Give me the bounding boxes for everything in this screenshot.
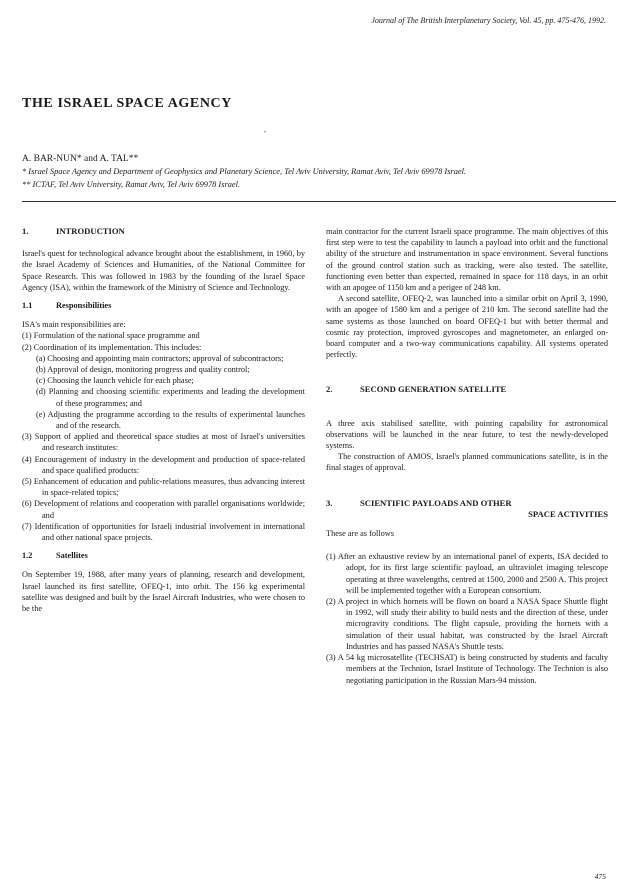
section-heading: 1. INTRODUCTION (22, 226, 125, 236)
paragraph: These are as follows (326, 529, 394, 539)
list-item: (3) Support of applied and theoretical space studies at most of Israel's universities and research institutes: (22, 432, 305, 453)
section-heading: 2. SECOND GENERATION SATELLITE (326, 384, 507, 395)
list-item: (2) A project in which hornets will be flown on board a NASA Space Shuttle flight in 1992, will study their ability to build nests and the direction of these, under microgravity conditions. The flight capsule, providing the hornets with a simulation of their usual habitat, was constructed by the Israel Aircraft Industries and has passed NASA's Shuttle tests. (326, 597, 608, 651)
list-item: (1) After an exhaustive review by an international panel of experts, ISA decided to adopt, for its first large scientific payload, an ultraviolet imaging telescope operating at three wavelengths, centred at 1500, 2000 and 2500 A. This project will be implemented together with a European consortium. (326, 552, 608, 595)
sub-list-item: (d) Planning and choosing scientific experiments and leading the development of these programmes; and (36, 387, 305, 408)
header-rule (22, 201, 616, 202)
left-column (22, 226, 305, 614)
page-number: 475 (594, 872, 606, 881)
list-item: (3) A 54 kg microsatellite (TECHSAT) is being constructed by students and faculty members at the Technion, Israel Institute of Technology. The Technion is also negotiating participation in the Russian Mars-94 mission. (326, 653, 608, 685)
paragraph: A three axis stabilised satellite, with pointing capability for astronomical observations will be launched in the near future, to test the newly-developed systems. (326, 418, 608, 451)
paragraph: main contractor for the current Israeli space programme. The main objectives of this first step were to test the capability to launch a payload into orbit and the functional ability of the structure and instrumentation in space environment. Several functions of the ground control station such as tracking, were also tested. The satellite, functioning even better than expected, remained in space for 118 days, in an orbit with an apogee of 1150 km and a perigee of 248 km. (326, 227, 608, 293)
list-item: (1) Formulation of the national space programme and (22, 331, 200, 341)
sub-list-item: (c) Choosing the launch vehicle for each phase; (36, 376, 194, 386)
subsection-heading: 1.2 Satellites (22, 551, 88, 561)
paragraph: On September 19, 1988, after many years of planning, research and development, Israel launched its first satellite, OFEQ-1, into orbit. The 156 kg experimental satellite was designed and built by the Israel Aircraft Industries, who were chosen to be the (22, 570, 305, 614)
speck: • (264, 130, 267, 136)
authors: A. BAR-NUN* and A. TAL** (22, 154, 139, 164)
affiliation-1: * Israel Space Agency and Department of Geophysics and Planetary Science, Tel Aviv University, Ramat Aviv, Tel Aviv 69978 Israel. (22, 167, 467, 176)
paragraph: ISA's main responsibilities are: (22, 320, 126, 330)
paragraph: The construction of AMOS, Israel's planned communications satellite, is in the final stages of approval. (326, 452, 608, 473)
paper-title: THE ISRAEL SPACE AGENCY (22, 96, 232, 111)
list-item: (6) Development of relations and cooperation with parallel organisations worldwide; and (22, 499, 305, 520)
list-item: (2) Coordination of its implementation. This includes: (22, 342, 202, 352)
subsection-heading: 1.1 Responsibilities (22, 301, 112, 311)
list-item: (5) Enhancement of education and public-relations measures, thus advancing interest in space-related topics; (22, 477, 305, 498)
section-heading: 3. SCIENTIFIC PAYLOADS AND OTHER SPACE ACTIVITIES (326, 497, 608, 519)
right-column (326, 226, 608, 686)
affiliation-2: ** ICTAF, Tel Aviv University, Ramat Aviv, Tel Aviv 69978 Israel. (22, 180, 241, 189)
sub-list-item: (a) Choosing and appointing main contractors; approval of subcontractors; (36, 353, 284, 363)
list-item: (4) Encouragement of industry in the development and production of space-related and space qualified products: (22, 454, 305, 475)
sub-list-item: (b) Approval of design, monitoring progress and quality control; (36, 365, 250, 375)
journal-citation: Journal of The British Interplanetary Society, Vol. 45, pp. 475-476, 1992. (371, 16, 606, 25)
list-item: (7) Identification of opportunities for Israeli industrial involvement in international and other national space projects. (22, 521, 305, 543)
sub-list-item: (e) Adjusting the programme according to the results of experimental launches and of the research. (36, 409, 305, 431)
paragraph: A second satellite, OFEQ-2, was launched into a similar orbit on April 3, 1990, with an apogee of 1580 km and a perigee of 210 km. The second satellite had the same systems as those launched on board OFEQ-1 but with better thermal and cosmic ray protection, improved gyroscopes and magnetometer, an enlarged on-board computer and a two-way communications capability. All systems operated perfectly. (326, 294, 608, 360)
intro-paragraph: Israel's quest for technological advance brought about the establishment, in 1960, by the Israel Academy of Sciences and Humanities, of the National Committee for Space Research. This was followed in 1983 by the founding of the Israel Space Agency (ISA), within the framework of the Ministry of Science and Technology. (22, 249, 305, 292)
